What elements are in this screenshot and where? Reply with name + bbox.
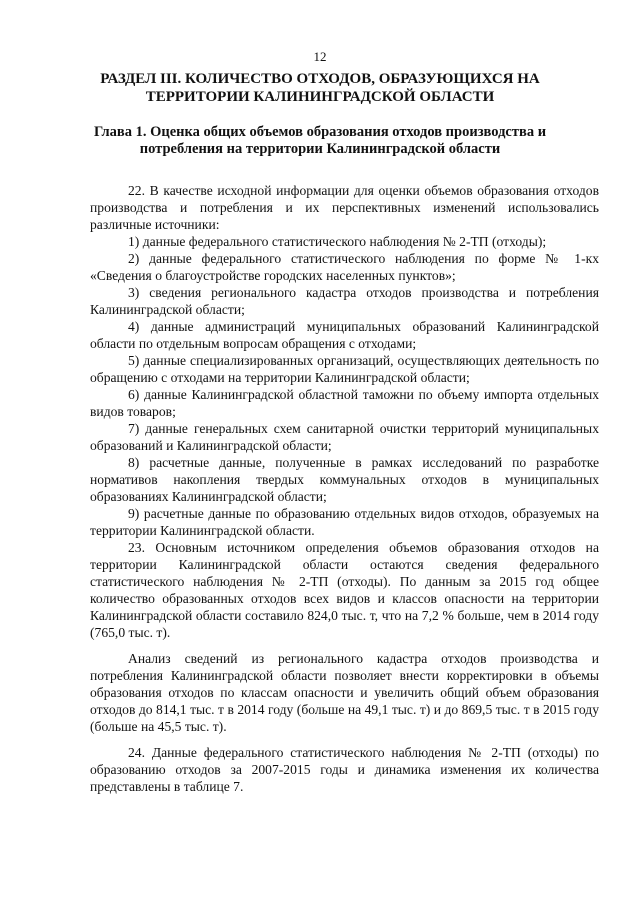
chapter-title: Глава 1. Оценка общих объемов образования отходов производства и потребления на территории Калининградской области — [93, 124, 547, 157]
paragraph-23: 23. Основным источником определения объемов образования отходов на территории Калининградской области остаются сведения федерального статистического наблюдения № 2-ТП (отходы). По данным за 2015 год общее количество образованных отходов всех видов и классов опасности на территории Калининградской области составило 824,0 тыс. т, что на 7,2 % больше, чем в 2014 году (765,0 тыс. т). — [90, 540, 599, 640]
source-item-4: 4) данные администраций муниципальных образований Калининградской области по отдельным вопросам обращения с отходами; — [90, 319, 599, 351]
source-item-9: 9) расчетные данные по образованию отдельных видов отходов, образуемых на территории Калининградской области. — [90, 506, 599, 538]
page-number: 12 — [313, 49, 327, 64]
section-title: РАЗДЕЛ III. КОЛИЧЕСТВО ОТХОДОВ, ОБРАЗУЮЩИХСЯ НА ТЕРРИТОРИИ КАЛИНИНГРАДСКОЙ ОБЛАСТИ — [100, 71, 540, 105]
source-item-1: 1) данные федерального статистического наблюдения № 2-ТП (отходы); — [128, 234, 547, 249]
source-item-8: 8) расчетные данные, полученные в рамках исследований по разработке нормативов накопления твердых коммунальных отходов в муниципальных образованиях Калининградской области; — [90, 455, 599, 504]
source-item-7: 7) данные генеральных схем санитарной очистки территорий муниципальных образований и Калининградской области; — [90, 421, 599, 453]
source-item-5: 5) данные специализированных организаций, осуществляющих деятельность по обращению с отходами на территории Калининградской области; — [90, 353, 599, 385]
source-item-3: 3) сведения регионального кадастра отходов производства и потребления Калининградской области; — [90, 285, 599, 317]
source-item-2: 2) данные федерального статистического наблюдения по форме № 1-кх «Сведения о благоустройстве городских населенных пунктов»; — [90, 251, 599, 283]
source-item-6: 6) данные Калининградской областной таможни по объему импорта отдельных видов товаров; — [90, 387, 599, 419]
paragraph-22: 22. В качестве исходной информации для оценки объемов образования отходов производства и потребления и их перспективных изменений использовались различные источники: — [90, 183, 599, 232]
body-text — [90, 182, 599, 795]
paragraph-24: 24. Данные федерального статистического наблюдения № 2-ТП (отходы) по образованию отходов за 2007-2015 годы и динамика изменения их количества представлены в таблице 7. — [90, 745, 599, 794]
paragraph-analysis: Анализ сведений из регионального кадастра отходов производства и потребления Калининградской области позволяет внести корректировки в объемы образования отходов по классам опасности и увеличить общий объем образования отходов до 814,1 тыс. т в 2014 году (больше на 49,1 тыс. т) и до 869,5 тыс. т в 2015 году (больше на 45,5 тыс. т). — [90, 651, 599, 734]
